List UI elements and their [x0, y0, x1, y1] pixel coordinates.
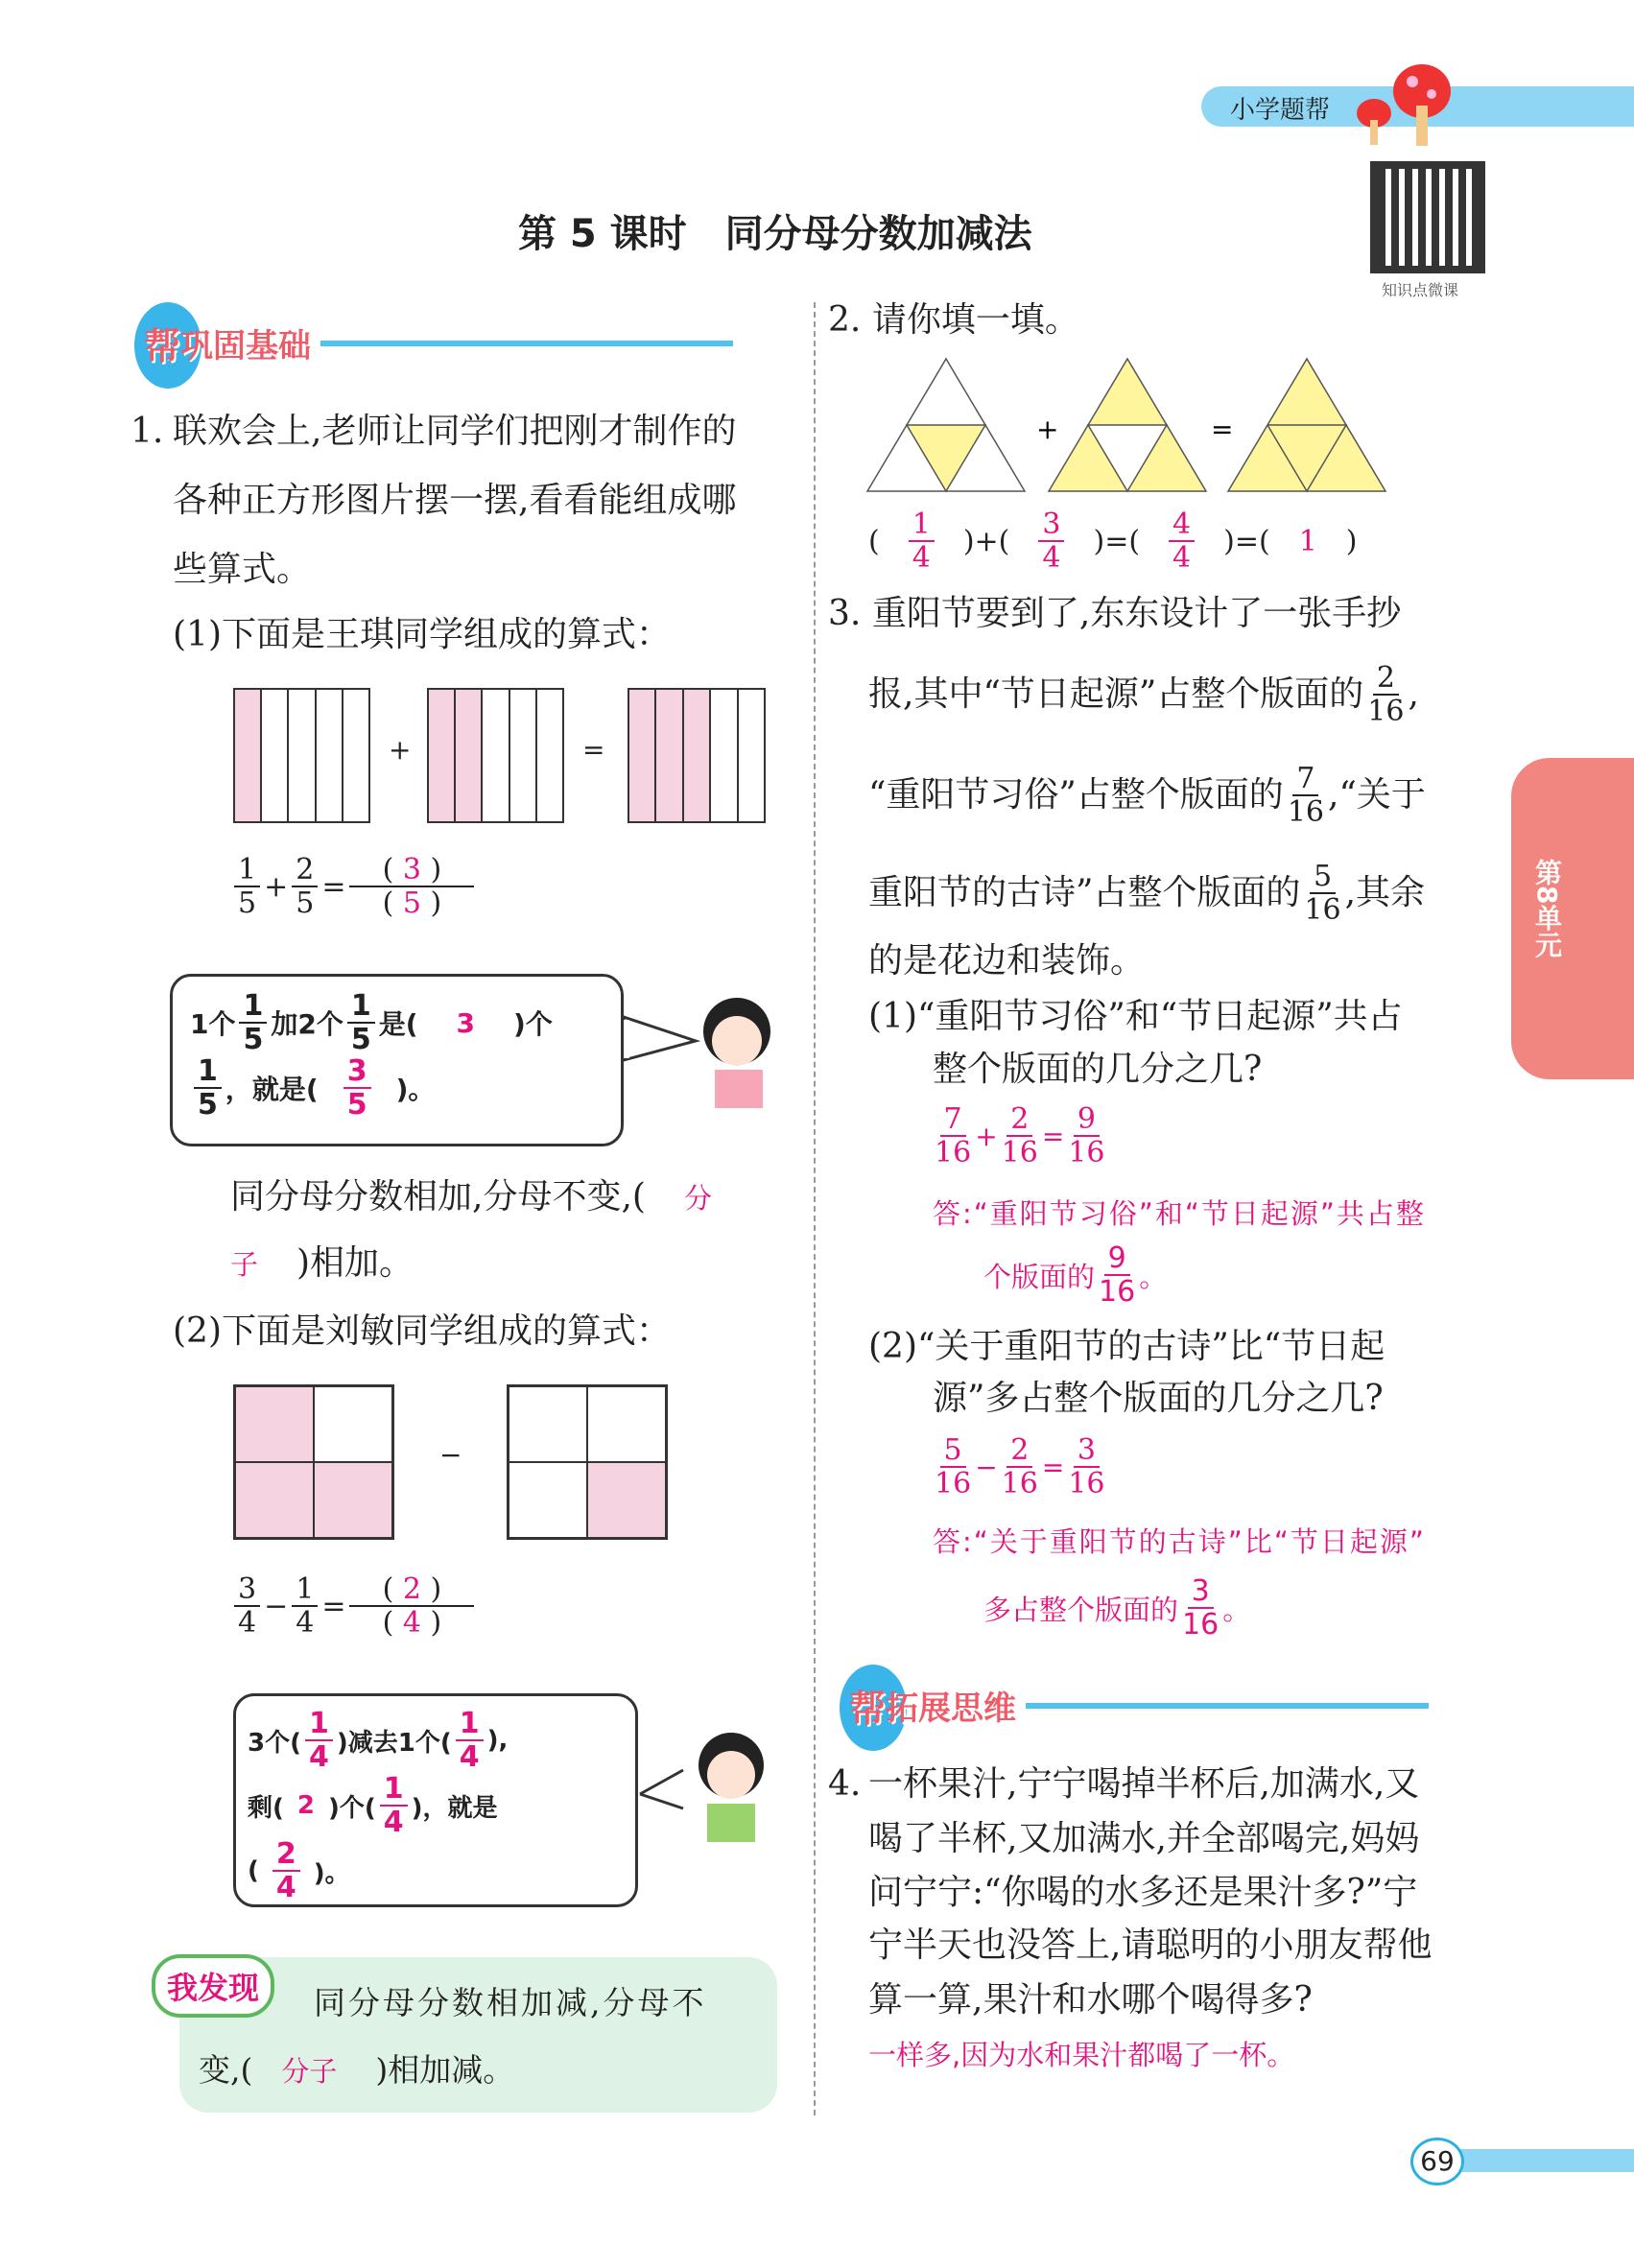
page-number: 69 [1410, 2138, 1464, 2185]
q3-text: 重阳节的古诗”占整个版面的 5 16 ,其余 [868, 860, 1426, 927]
section-header-basics [144, 317, 733, 369]
speech-bubble-1: 1个 1 5 加2个 1 5 是( 3 )个 1 5 ，就是( 3 5 )。 [170, 974, 624, 1146]
q4-line: 问宁宁:“你喝的水多还是果汁多?”宁 [868, 1873, 1418, 1912]
section-badge: 帮 [849, 1688, 887, 1730]
rule-text-2: 子 )相加。 [230, 1243, 414, 1283]
triangle-figures [864, 357, 1391, 496]
q3-part2-question: 源”多占整个版面的几分之几? [933, 1379, 1384, 1418]
bar-figure-1 [233, 688, 370, 823]
discovery-text-2: 变,( 分子 )相加减。 [199, 2051, 515, 2089]
page-number-bar [1458, 2149, 1634, 2172]
section-label: 巩固基础 [180, 327, 312, 366]
bar-figure-3 [628, 688, 766, 823]
equation-2: 3 4 − $\frac{1}{4}$ = $\frac{( 2 )}{( 4 )}$ [230, 1573, 478, 1639]
q3-part1-question: 整个版面的几分之几? [933, 1050, 1263, 1089]
q3-part1-answer: 个版面的 9 16 。 [983, 1241, 1168, 1309]
q1-part2-label: (2)下面是刘敏同学组成的算式： [173, 1311, 671, 1351]
girl-thinking-illustration [624, 988, 796, 1113]
q2-text: 2. 请你填一填。 [828, 300, 1079, 340]
speech-bubble-2: 3个( 1 4 )减去1个( 1 4 ), 剩( 2 )个( 1 4 )，就是 ( 2 4 )。 [233, 1693, 638, 1907]
section-header-extension [849, 1679, 1429, 1732]
plus-sign: + [389, 734, 412, 766]
q3-part2-answer: 答:“关于重阳节的古诗”比“节日起源” [933, 1525, 1426, 1558]
q1-line: 各种正方形图片摆一摆,看看能组成哪 [173, 481, 737, 520]
q3-part2-answer: 多占整个版面的 3 16 。 [983, 1574, 1251, 1642]
q3-part2-calc: 5 16 − $\frac{2}{16}$ = $\frac{3}{16}$ [935, 1433, 1105, 1500]
mushroom-icon [1353, 58, 1458, 149]
q3-text: 3. 重阳节要到了,东东设计了一张手抄 [828, 594, 1402, 633]
qr-code[interactable] [1370, 161, 1485, 273]
section-badge: 帮 [144, 325, 181, 367]
q1-line: 些算式。 [173, 550, 312, 589]
q1-number: 1. [130, 412, 164, 451]
unit-side-tab-label: 第8单元 [1531, 859, 1563, 958]
column-divider [814, 302, 816, 2115]
equals-sign: = [582, 734, 605, 766]
q3-text: “重阳节习俗”占整个版面的 7 16 ,“关于 [868, 762, 1426, 829]
equals-sign: = [1211, 413, 1234, 445]
brand-label: 小学题帮 [1230, 96, 1331, 125]
section-label: 拓展思维 [886, 1689, 1017, 1728]
q3-part2-question: (2)“关于重阳节的古诗”比“节日起 [868, 1327, 1385, 1366]
answer-denominator: 5 [402, 886, 422, 920]
q3-part1-calc: 7 16 + $\frac{2}{16}$ = $\frac{9}{16}$ [935, 1102, 1105, 1169]
plus-sign: + [1036, 413, 1059, 445]
page-title: 第 5 课时 同分母分数加减法 [518, 212, 1032, 256]
discovery-badge: 我发现 [152, 1954, 274, 2018]
q2-equation: ( 1 4 ) +( 3 4 ) =( 4 4 ) =( 1 ) [868, 508, 1358, 575]
q3-text: 报,其中“节日起源”占整个版面的 2 16 , [868, 661, 1419, 728]
q3-part1-answer: 答:“重阳节习俗”和“节日起源”共占整 [933, 1197, 1426, 1230]
rule-text: 同分母分数相加,分母不变,( 分 [230, 1177, 712, 1217]
q3-text: 的是花边和装饰。 [868, 941, 1146, 980]
minus-sign: − [439, 1439, 462, 1471]
q4-line: 宁半天也没答上,请聪明的小朋友帮他 [868, 1925, 1433, 1965]
q4-line: 一杯果汁,宁宁喝掉半杯后,加满水,又 [868, 1764, 1420, 1804]
qr-caption: 知识点微课 [1382, 281, 1459, 299]
q4-answer: 一样多,因为水和果汁都喝了一杯。 [868, 2039, 1295, 2071]
q4-number: 4. [828, 1764, 862, 1804]
girl-pointing-illustration [635, 1727, 789, 1852]
square-figure-1 [233, 1384, 394, 1540]
discovery-text: 同分母分数相加减,分母不 [314, 1984, 707, 2021]
q1-line: 联欢会上,老师让同学们把刚才制作的 [173, 412, 737, 451]
equation-1: 1 5 + $\frac{2}{5}$ = $\frac{( 3 )}{( 5 )}$ [230, 854, 478, 919]
q3-part1-question: (1)“重阳节习俗”和“节日起源”共占 [868, 997, 1403, 1036]
q4-line: 算一算,果汁和水哪个喝得多? [868, 1980, 1313, 2020]
square-figure-2 [507, 1384, 668, 1540]
bar-figure-2 [427, 688, 564, 823]
answer-numerator: 3 [402, 853, 422, 886]
q4-line: 喝了半杯,又加满水,并全部喝完,妈妈 [868, 1819, 1420, 1858]
q1-part1-label: (1)下面是王琪同学组成的算式： [173, 615, 671, 654]
